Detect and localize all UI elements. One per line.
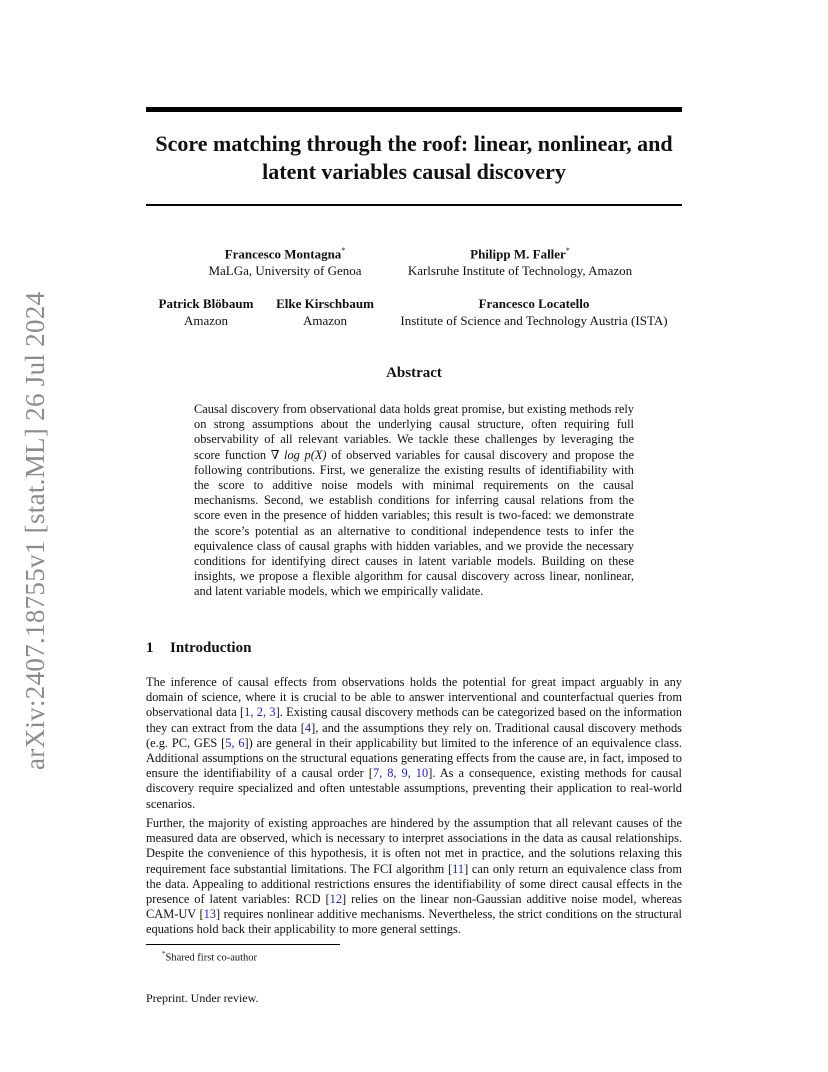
citation-link[interactable]: 13 [203,907,216,922]
intro-paragraph-1: The inference of causal effects from observations holds the potential for great impact arguably in any domain of science, where it is crucial to be able to answer interventional and counterfactual queries from observational data [1, 2, 3]. Existing causal discovery methods can be categorized based on the information they can extract from the data [4], and the assumptions they rely on. Traditional causal discovery methods (e.g. PC, GES [5, 6]) are general in their applicability but limited to the inference of an equivalence class. Additional assumptions on the structural equations generating effects from the cause are, in fact, imposed to ensure the identifiability of a causal order [7, 8, 9, 10]. As a consequence, existing methods for causal discovery require specialized and often untestable assumptions, preventing their application to real-world scenarios. [146,675,682,811]
author-affiliation: Amazon [302,313,348,328]
citation-link[interactable]: 5, 6 [225,735,245,750]
citation-link[interactable]: 11 [452,861,465,876]
section-title: Introduction [170,640,252,656]
section-number: 1 [146,640,154,656]
abstract-heading: Abstract [386,365,442,381]
author-affiliation: Karlsruhe Institute of Technology, Amazon [407,263,633,279]
citation-link[interactable]: 12 [329,892,343,907]
author-block-5 [386,295,682,329]
author-name: Francesco Montagna* [224,246,346,262]
author-name: Francesco Locatello [478,296,590,311]
citation-link[interactable]: 7, 8, 9, 10 [372,766,429,781]
author-name: Patrick Blöbaum [158,296,254,311]
footnote-divider [146,944,340,945]
title-top-rule [146,107,682,112]
footnote: *Shared first co-author [162,950,258,964]
author-affiliation: MaLGa, University of Genoa [208,263,362,279]
author-name: Philipp M. Faller* [470,246,570,262]
section-heading-introduction [146,640,251,657]
author-block-3 [146,295,266,329]
arxiv-identifier-stamp: arXiv:2407.18755v1 [stat.ML] 26 Jul 2024 [20,291,50,770]
author-name: Elke Kirschbaum [276,296,374,311]
abstract-body: Causal discovery from observational data holds great promise, but existing methods rely on strong assumptions about the underlying causal structure, often requiring full observability of all relevant variables. We tackle these challenges by leveraging the score function ∇ log p(X) of observed variables for causal discovery and propose the following contributions. First, we generalize the existing results of identifiability with the score to additive noise models with minimal requirements on the causal mechanisms. Second, we establish conditions for inferring causal relations from the score even in the presence of hidden variables; this result is two-faced: we demonstrate the score’s potential as an alternative to conditional independence tests to infer the equivalence class of causal graphs with hidden variables, and we provide the necessary conditions for identifying direct causes in latent variable models. Building on these insights, we propose a flexible algorithm for causal discovery across linear, nonlinear, and latent variable models, which we empirically validate. [194,402,634,599]
intro-paragraph-2: Further, the majority of existing approaches are hindered by the assumption that all relevant causes of the measured data are observed, which is necessary to interpret associations in the data as causal relationships. Despite the convenience of this hypothesis, it is often not met in practice, and the solutions relaxing this requirement face substantial limitations. The FCI algorithm [11] can only return an equivalence class from the data. Appealing to additional restrictions ensures the identifiability of some direct causal effects in the presence of latent variables: RCD [12] relies on the linear non-Gaussian additive noise model, whereas CAM-UV [13] requires nonlinear additive mechanisms. Nevertheless, the strict conditions on the structural equations hold back their applicability to more general settings. [146,816,683,937]
author-block-1 [185,242,385,279]
paper-title: Score matching through the roof: linear, nonlinear, and latent variables causal discovery [155,131,673,184]
author-block-4 [266,295,384,329]
citation-link[interactable]: 1, 2, 3 [244,705,276,720]
title-bottom-rule [146,204,682,206]
citation-link[interactable]: 4 [304,720,312,735]
score-function-math: ∇ log p(X) [270,447,327,462]
preprint-note: Preprint. Under review. [146,991,259,1005]
author-affiliation: Institute of Science and Technology Austria (ISTA) [400,313,668,328]
author-block-2 [390,242,650,279]
author-affiliation: Amazon [183,313,229,328]
